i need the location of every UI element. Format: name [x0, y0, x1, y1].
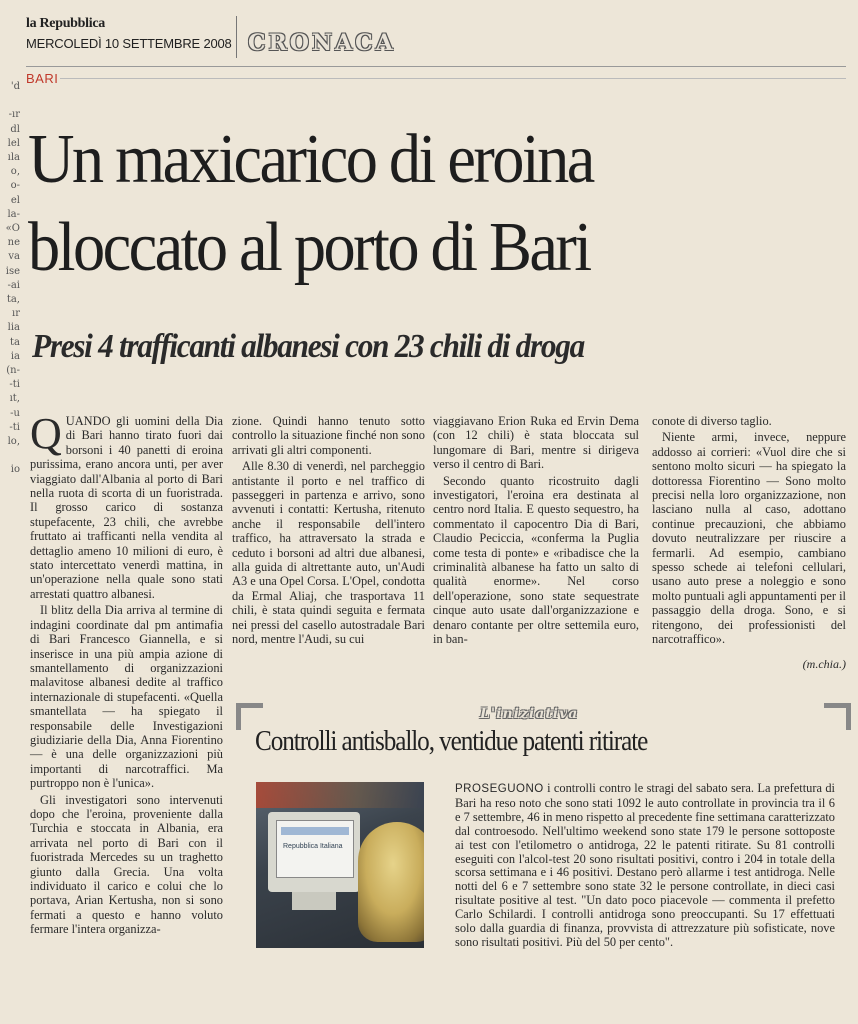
clipped-line: ıt, [9, 393, 20, 405]
screen-bar [281, 827, 349, 835]
clipped-line: io [10, 464, 20, 476]
paper-date: MERCOLEDÌ 10 SETTEMBRE 2008 [26, 36, 232, 51]
monitor-icon [268, 812, 360, 892]
masthead [26, 16, 237, 58]
article-column-2 [232, 414, 425, 647]
clipped-line: ia [10, 350, 20, 362]
paragraph: Gli investigatori sono intervenuti dopo che l'eroina, proveniente dalla Turchia e stoccata in Albania, era arrivata nel porto di Bari con il fuoristrada Mercedes su un traghetto giunto dalla Grecia. Una volta individuato il carico e colui che lo portava, Arian Kertusha, non si sono fermati a questo e hanno voluto fermare l'intera organizza- [30, 792, 223, 937]
clipped-line: (n- [6, 365, 20, 377]
clipped-column [2, 80, 20, 478]
subheadline: Presi 4 trafficanti albanesi con 23 chili di droga [32, 328, 584, 365]
clipped-line [2, 94, 20, 108]
clipped-line: -ır [8, 109, 20, 121]
clipped-line: -u [10, 407, 20, 419]
sidebar-title: Controlli antisballo, ventidue patenti ritirate [255, 726, 648, 757]
clipped-line: 'd [10, 81, 20, 92]
clipped-line: ıla [7, 152, 20, 164]
photo-background [256, 782, 424, 808]
top-rule [26, 66, 846, 67]
paragraph: conote di diverso taglio. [652, 414, 772, 428]
clipped-line: ır [12, 308, 20, 320]
clipped-line: -ti [9, 379, 20, 391]
paragraph [30, 409, 223, 601]
city-label: BARI [26, 71, 59, 86]
paragraph: Alle 8.30 di venerdì, nel parcheggio antistante il porto e nel traffico di passeggeri in partenza e arrivo, sono avvenuti i contatti: Kertusha, ritenuto anche il responsabile dell'intero traffico, ha attraversato la strada e ceduto i borsoni ad altri due albanesi, alla guida di altrettante auto, un'Audi A3 e una Opel Corsa. L'Opel, condotta da Ermal Aliaj, che trasportava 11 chili, è stata quindi seguita e fermata nei pressi del casello autostradale Bari nord, mentre l'Audi, su cui [232, 459, 425, 647]
clipped-line: ise [5, 265, 20, 277]
clipped-line [2, 449, 20, 463]
author-signature: (m.chia.) [802, 656, 846, 671]
screen-text: Repubblica Italiana [283, 843, 343, 850]
clipped-line: ta, [6, 294, 20, 306]
clipped-line: va [8, 251, 20, 263]
sidebar-photo [256, 782, 424, 948]
clipped-line: -ti [9, 421, 20, 433]
headline [28, 116, 782, 292]
section-name: CRONACA [248, 30, 396, 56]
paragraph: Niente armi, invece, neppure addosso ai corrieri: «Vuol dire che si sentono molto sicuri — ha spiegato la dottoressa Fiorentino — Sono molto precisi nella loro organizzazione, non lasciano nulla al caso, adottano continue precauzioni, che abbiamo dovuto neutralizzare per riuscire a fermarli. Ad esempio, cambiano spesso schede ai telefoni cellulari, usano auto prese a noleggio e sono molto puntuali agli appuntamenti per il passaggio della droga. Sono, e si ritengono, dei professionisti del narcotraffico». [652, 430, 846, 647]
monitor-base [292, 892, 336, 910]
sidebar-text [455, 782, 835, 950]
sidebar-lead: PROSEGUONO [455, 783, 544, 795]
person-head [358, 822, 424, 942]
monitor-screen [276, 820, 354, 878]
clipped-line: lia [7, 322, 20, 334]
clipped-line: ne [7, 237, 20, 249]
clipped-line: -ai [7, 279, 20, 291]
drop-cap: Q [30, 409, 62, 458]
paragraph: Secondo quanto ricostruito dagli investigatori, l'eroina era destinata al centro nord Italia. E questo sequestro, ha commentato il capocentro Dia di Bari, Claudio Peciccia, «conferma la Puglia come testa di ponte» e «ribadisce che la criminalità albanese ha fatto un salto di qualità enorme». Nel corso dell'operazione, sono state sequestrate cinque auto usate dall'organizzazione e denaro contante per oltre settemila euro, in ban- [433, 473, 639, 647]
clipped-line: ta [10, 336, 20, 348]
clipped-line: «O [5, 223, 20, 235]
paragraph-text: UANDO gli uomini della Dia di Bari hanno tirato fuori dai borsoni i 40 panetti di eroina purissima, erano ancora unti, per aver viaggiato dall'Albania al porto di Bari nella ruota di scorta di un fuoristrada. Il grosso carico di sostanza stupefacente, 23 chili, che avrebbe fruttato ai trafficanti nella vendita al dettaglio ameno 10 milioni di euro, è stato intercettato venerdì mattina, in un'operazione nella quale sono stati arrestati quattro albanesi. [30, 414, 223, 601]
sidebar-label: L'iniziativa [480, 706, 579, 722]
article-column-4 [652, 414, 846, 671]
clipped-line: o, [10, 166, 20, 178]
clipped-line: lel [7, 137, 20, 149]
clipped-line: el [10, 194, 20, 206]
paragraph: viaggiavano Erion Ruka ed Ervin Dema (con 12 chili) è stata bloccata sul lungomare di Bari, mentre si dirigeva verso il centro di Bari. [433, 414, 639, 472]
headline-line-1: Un maxicarico di eroina [28, 121, 593, 198]
clipped-line: lo, [7, 436, 20, 448]
sidebar-corner-right [824, 703, 851, 730]
article-column-1 [30, 409, 223, 937]
paragraph: zione. Quindi hanno tenuto sotto controllo la situazione finché non sono arrivati gli altri componenti. [232, 414, 425, 457]
city-rule [60, 78, 846, 79]
paragraph: Il blitz della Dia arriva al termine di indagini coordinate dal pm antimafia di Bari Francesco Giannella, e si inserisce in una più ampia azione di smantellamento di organizzazioni malavitose albanesi dedite al traffico internazionale di stupefacenti. «Quella smantellata — ha spiegato il responsabile delle Investigazioni giudiziarie della Dia, Anna Fiorentino — è una delle organizzazioni più importanti di narcotraffici. Ma purtroppo non è l'unica». [30, 603, 223, 791]
article-column-3 [433, 414, 639, 647]
clipped-line: dl [10, 123, 20, 135]
paper-name: la Repubblica [26, 16, 105, 31]
clipped-line: o- [10, 180, 20, 192]
clipped-line: la- [7, 208, 20, 220]
sidebar-body: i controlli contro le stragi del sabato sera. La prefettura di Bari ha reso noto che sono stati 1092 le auto controllate in provincia tra il 6 e 7 settembre, 46 in meno rispetto al precedente fine settimana caratterizzato dal controesodo. Nell'ultimo weekend sono state 179 le persone sottoposte ai test con l'etilometro o antidroga, 22 le patenti ritirate. Su 81 controlli eseguiti con l'alcol-test 20 sono risultati positivi, contro i 204 in totale della scorsa settimana e i 46 positivi. Destano però allarme i test antidroga. Nelle notti del 6 e 7 settembre sono state 32 le persone controllate, in dieci casi risultate positive al test. "Un dato poco piacevole — commenta il prefetto Carlo Schilardi. I controlli antidroga sono preoccupanti. Su 17 effettuati solo dalla guardia di finanza, provvista di attrezzature più sofisticate, nove sono risultati positivi. Più del 50 per cento". [455, 781, 835, 949]
headline-line-2: bloccato al porto di Bari [28, 209, 590, 286]
